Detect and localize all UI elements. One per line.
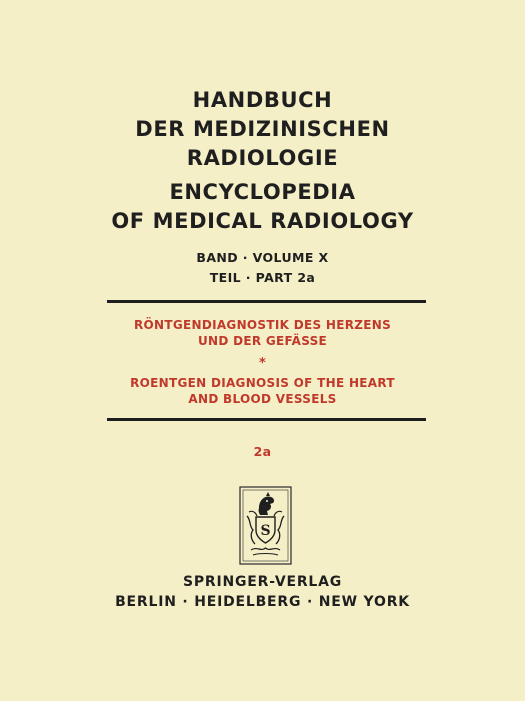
volume-label: BAND · VOLUME X [196, 250, 329, 265]
series-title-line-5: OF MEDICAL RADIOLOGY [111, 209, 414, 233]
series-title-line-2: DER MEDIZINISCHEN [135, 117, 390, 141]
publisher-cities: BERLIN · HEIDELBERG · NEW YORK [115, 594, 410, 610]
top-divider [107, 300, 426, 303]
publisher-name: SPRINGER-VERLAG [182, 574, 343, 590]
series-title-line-1: HANDBUCH [192, 88, 333, 112]
part-label: TEIL · PART 2a [209, 270, 316, 285]
series-title-line-4: ENCYCLOPEDIA [169, 180, 356, 204]
bottom-divider [107, 418, 426, 421]
english-topic-line-2: AND BLOOD VESSELS [188, 392, 337, 406]
german-topic-line-1: RÖNTGENDIAGNOSTIK DES HERZENS [133, 318, 392, 332]
series-title-line-3: RADIOLOGIE [186, 146, 339, 170]
german-topic-line-2: UND DER GEFÄSSE [197, 334, 328, 348]
part-number: 2a [253, 444, 272, 459]
topic-separator: * [258, 356, 267, 371]
english-topic-line-1: ROENTGEN DIAGNOSIS OF THE HEART [130, 376, 395, 390]
springer-knight-logo-icon [239, 486, 292, 565]
svg-text:S: S [260, 523, 271, 539]
